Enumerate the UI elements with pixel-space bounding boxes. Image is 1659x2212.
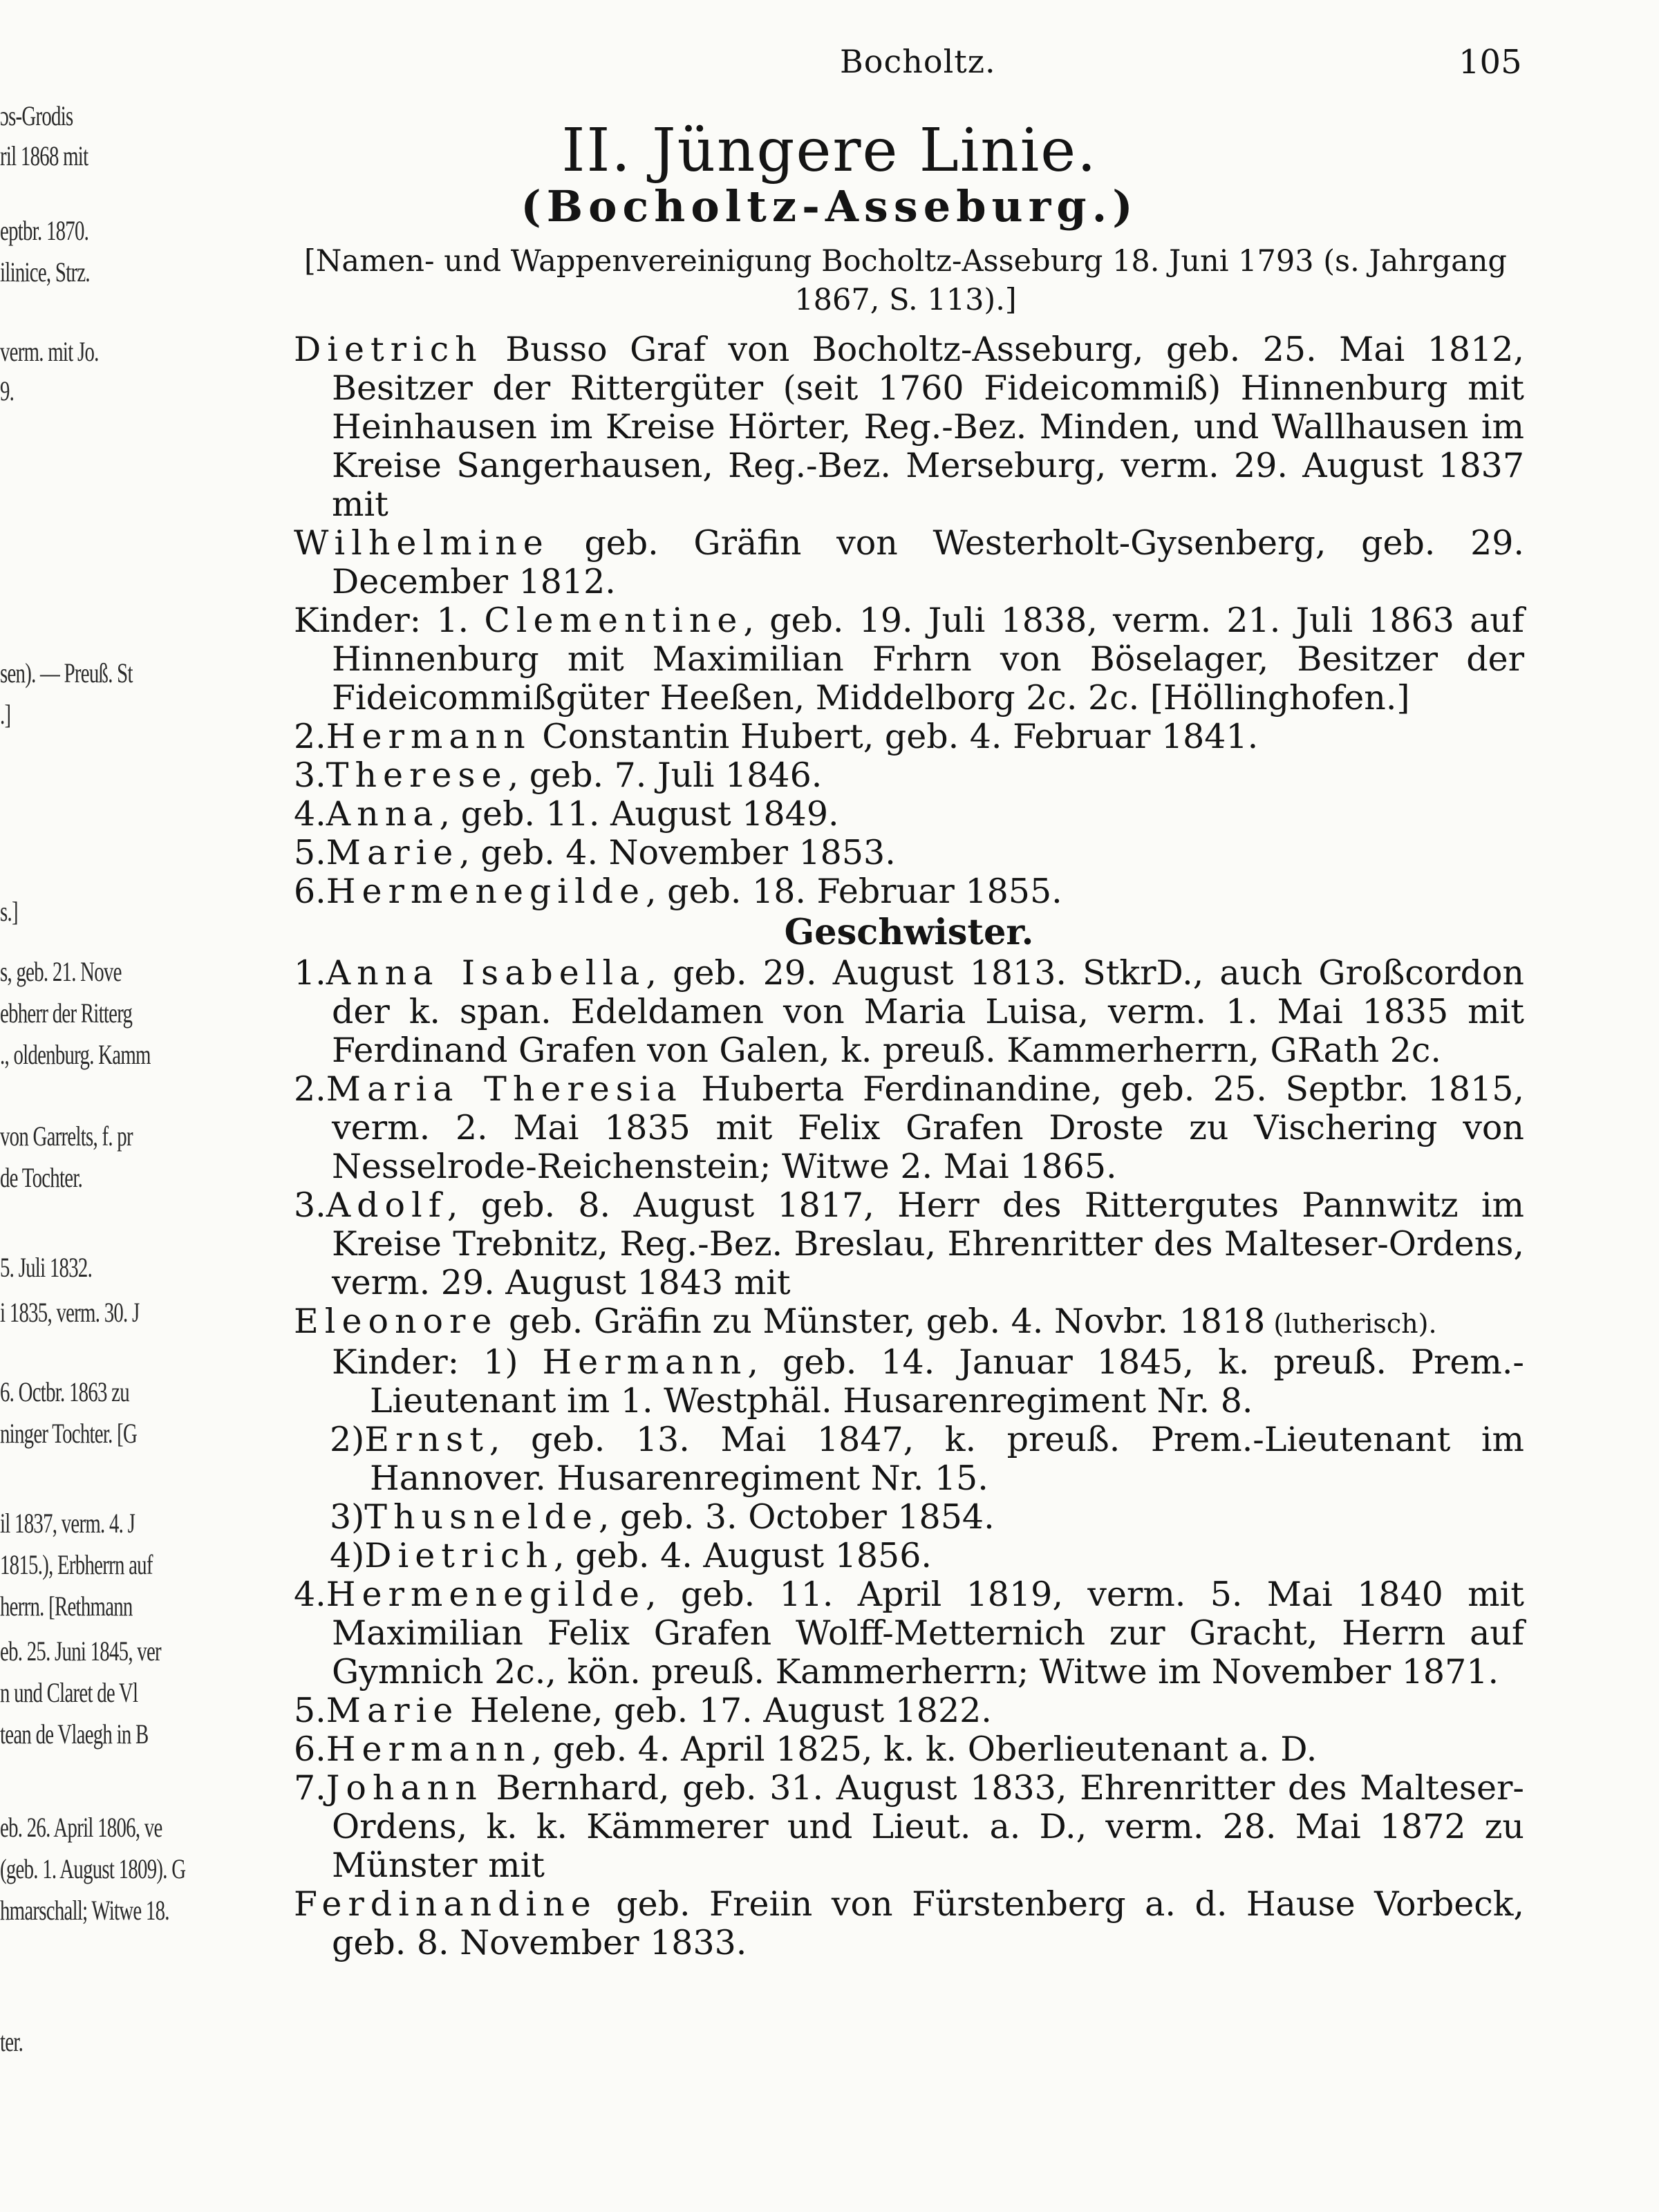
person-name: Dietrich [294,330,483,369]
person-name: Ernst [364,1420,489,1459]
person-name: Ferdinandine [294,1884,597,1924]
child-entry [294,872,1524,911]
entry-text: , geb. 3. October 1854. [598,1497,995,1537]
person-name: Maria Theresia [326,1069,683,1109]
fragment-line: ilinice, Strz. [0,256,90,288]
entry-text: Constantin Hubert, geb. 4. Februar 1841. [531,717,1259,756]
sibling-entry [294,1691,1524,1730]
entry-text: , geb. 4. August 1856. [554,1536,932,1575]
entry-number: 1) [483,1342,518,1382]
entry-number: 5. [294,1691,326,1730]
grandchild-entry [294,1498,1524,1537]
fragment-line: herrn. [Rethmann [0,1591,133,1622]
fragment-line: 9. [0,375,15,406]
entry-number: 4) [330,1536,365,1575]
person-name: Clementine [484,601,744,640]
sibling-entry [294,1070,1524,1186]
fragment-line: tean de Vlaegh in B [0,1718,149,1750]
fragment-line: (geb. 1. August 1809). G [0,1853,186,1884]
fragment-line: ter. [0,2026,24,2057]
sibling-entry [294,1730,1524,1769]
person-name: Wilhelmine [294,523,550,563]
person-name: Thusnelde [364,1497,599,1537]
fragment-line: 1815.), Erbherrn auf [0,1549,153,1580]
entry-number: 3. [294,756,326,795]
fragment-line: sen). — Preuß. St [0,657,133,688]
entry-number: 2. [294,717,326,756]
entry-text: , geb. 14. Januar 1845, k. preuß. Prem.-Lieutenant im 1. Westphäl. Husarenregiment Nr. 8. [370,1342,1524,1421]
person-name: Marie [326,833,460,872]
entry-text: geb. Gräfin von Westerholt-Gysenberg, geb. 29. December 1812. [332,523,1524,601]
fragment-line: s, geb. 21. Nove [0,956,122,987]
section-title: II. Jüngere Linie. [561,116,1098,185]
person-name: Hermenegilde [326,872,646,911]
entry-number: 6. [294,1730,326,1769]
grandchild-entry [294,1343,1524,1421]
sibling-entry [294,1575,1524,1691]
child-entry [294,756,1524,795]
fragment-line: ., oldenburg. Kamm [0,1039,151,1070]
editorial-note: [Namen- und Wappenvereinigung Bocholtz-Asseburg 18. Juni 1793 (s. Jahrgang 1867, S. 113).] [304,244,1507,317]
head-entry [294,330,1524,524]
person-name: Hermann [542,1342,748,1382]
entry-text: , geb. 13. Mai 1847, k. preuß. Prem.-Lieutenant im Hannover. Husarenregiment Nr. 15. [370,1420,1524,1498]
entry-text: Huberta Ferdinandine, geb. 25. Septbr. 1815, verm. 2. Mai 1835 mit Felix Grafen Droste zu Vischering von Nesselrode-Reichenstein; Witwe 2. Mai 1865. [332,1069,1524,1186]
confession-note: (lutherisch). [1265,1309,1437,1339]
grandchild-entry [294,1537,1524,1575]
person-name: Marie [326,1691,460,1730]
entry-number: 1. [294,953,326,993]
entry-text: , geb. 4. April 1825, k. k. Oberlieutenant a. D. [531,1730,1318,1769]
sibling-entry [294,1769,1524,1885]
entry-text: , geb. 11. April 1819, verm. 5. Mai 1840 mit Maximilian Felix Grafen Wolff-Metternich zur Gracht, Herrn auf Gymnich 2c., kön. preuß. Kammerherrn; Witwe im November 1871. [332,1575,1524,1691]
spouse-entry [294,1885,1524,1962]
fragment-line: eptbr. 1870. [0,215,89,246]
fragment-line: s.] [0,896,18,927]
entry-number: 1. [436,601,469,640]
entry-number: 5. [294,833,326,872]
page-number: 105 [1459,43,1522,82]
entry-number: 2. [294,1069,326,1109]
sibling-entry [294,1186,1524,1302]
grandchild-entry [294,1421,1524,1498]
entry-text: , geb. 11. August 1849. [439,794,839,834]
entry-number: 3) [330,1497,365,1537]
section-subtitle: (Bocholtz-Asseburg.) [521,181,1138,232]
person-name: Johann [326,1768,483,1808]
fragment-line: ebherr der Ritterg [0,997,133,1029]
spouse-entry [294,524,1524,601]
entry-text: , geb. 29. August 1813. StkrD., auch Großcordon der k. span. Edeldamen von Maria Luisa, verm. 1. Mai 1835 mit Ferdinand Grafen von Galen, k. preuß. Kammerherrn, GRath 2c. [332,953,1524,1070]
person-name: Therese [326,756,508,795]
fragment-line: de Tochter. [0,1162,83,1193]
entry-text: Busso Graf von Bocholtz-Asseburg, geb. 25. Mai 1812, Besitzer der Rittergüter (seit 1760 Fideicommiß) Hinnenburg mit Heinhausen im Kreise Hörter, Reg.-Bez. Minden, und Wallhausen im Kreise Sangerhausen, Reg.-Bez. Merseburg, verm. 29. August 1837 mit [332,330,1524,524]
entry-text: , geb. 7. Juli 1846. [507,756,823,795]
entry-text: Helene, geb. 17. August 1822. [459,1691,992,1730]
fragment-line: von Garrelts, f. pr [0,1121,133,1152]
entry-text: geb. Freiin von Fürstenberg a. d. Hause Vorbeck, geb. 8. November 1833. [332,1884,1524,1962]
children-label: Kinder: [294,601,422,640]
fragment-line: hmarschall; Witwe 18. [0,1895,169,1926]
child-entry [294,601,1524,718]
children-label: Kinder: [332,1342,460,1382]
genealogy-content [294,330,1524,1962]
child-entry [294,834,1524,872]
entry-text: , geb. 4. November 1853. [459,833,896,872]
child-entry [294,718,1524,756]
entry-text: , geb. 18. Februar 1855. [646,872,1062,911]
fragment-line: ril 1868 mit [0,140,88,171]
fragment-line: .] [0,699,11,730]
person-name: Dietrich [364,1536,554,1575]
fragment-line: 6. Octbr. 1863 zu [0,1376,129,1407]
left-margin-fragments [0,90,187,2164]
person-name: Adolf [326,1185,447,1225]
fragment-line: eb. 26. April 1806, ve [0,1812,162,1843]
fragment-line: n und Claret de Vl [0,1677,138,1708]
person-name: Anna Isabella [326,953,646,993]
fragment-line: eb. 25. Juni 1845, ver [0,1635,161,1667]
person-name: Hermann [326,717,532,756]
entry-number: 7. [294,1768,326,1808]
fragment-line: i 1835, verm. 30. J [0,1297,140,1328]
entry-number: 4. [294,794,326,834]
fragment-line: il 1837, verm. 4. J [0,1508,135,1539]
person-name: Hermenegilde [326,1575,646,1614]
child-entry [294,795,1524,834]
sibling-entry [294,954,1524,1070]
fragment-line: verm. mit Jo. [0,336,99,367]
person-name: Eleonore [294,1302,498,1341]
person-name: Anna [326,794,440,834]
fragment-line: ɔs-Grodis [0,100,73,131]
entry-text: geb. Gräfin zu Münster, geb. 4. Novbr. 1818 [498,1302,1266,1341]
fragment-line: 5. Juli 1832. [0,1252,93,1283]
entry-number: 2) [330,1420,365,1459]
entry-number: 4. [294,1575,326,1614]
fragment-line: ninger Tochter. [G [0,1418,138,1449]
entry-text: Bernhard, geb. 31. August 1833, Ehrenritter des Malteser-Ordens, k. k. Kämmerer und Lieut. a. D., verm. 28. Mai 1872 zu Münster mit [332,1768,1524,1885]
running-head: Bocholtz. [840,43,996,80]
siblings-heading: Geschwister. [784,912,1034,953]
entry-text: , geb. 8. August 1817, Herr des Rittergutes Pannwitz im Kreise Trebnitz, Reg.-Bez. Breslau, Ehrenritter des Malteser-Ordens, verm. 29. August 1843 mit [332,1185,1524,1302]
entry-number: 3. [294,1185,326,1225]
entry-text: , geb. 19. Juli 1838, verm. 21. Juli 1863 auf Hinnenburg mit Maximilian Frhrn von Böselager, Besitzer der Fideicommißgüter Heeßen, Middelborg 2c. 2c. [Höllinghofen.] [332,601,1525,718]
entry-number: 6. [294,872,326,911]
spouse-entry [294,1302,1524,1343]
person-name: Hermann [326,1730,532,1769]
